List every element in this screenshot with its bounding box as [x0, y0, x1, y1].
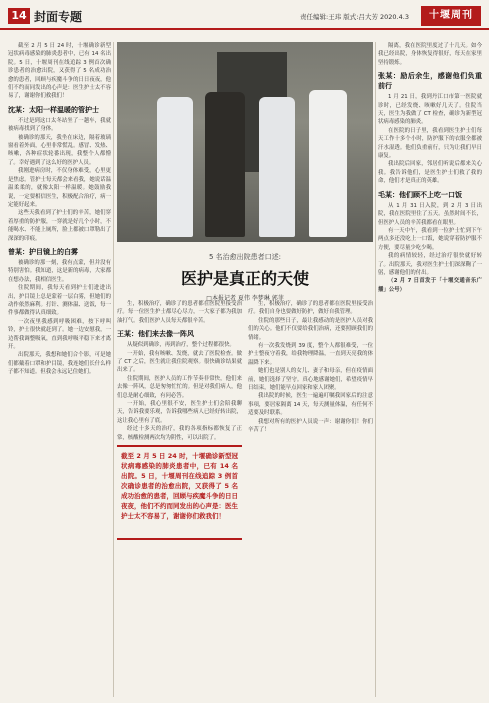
- subhead-zhang: 张某：励后余生，感谢他们负重前行: [378, 72, 482, 91]
- paragraph: 一次夜里我感到呼吸困难，按下呼叫铃，护士很快就赶到了。她一边安慰我，一边帮我调整吸氧，直到我呼吸平稳下来才离开。: [8, 318, 111, 350]
- pull-quote: 截至 2 月 5 日 24 时，十堰确诊新型冠状病毒感染的肺炎患者中，已有 14 名出院。5 日，十堰周刊在线追踪 3 例首次确诊患者的治愈出院，又获得了 5 名成功治愈的患者，回顾与疾魔斗争的日日夜夜，他们不约而同发出的心声是：医生护士太不容易了，谢谢你们救我们！: [117, 445, 242, 540]
- headline: 医护是真正的天使: [180, 269, 309, 288]
- paragraph: 在医院的日子里，我看到医生护士们每天工作十多个小时，防护服下的衣服全都被汗水湿透。他们负重前行，只为让我们早日康复。: [378, 127, 482, 160]
- paragraph: 有一次我发烧到 39 度，整个人都很难受，一位护士整夜守着我，给我物理降温，一直到天亮我的体温降下来。: [248, 343, 373, 366]
- paragraph: 我刚进病房时，不仅身体难受，心里更是焦虑。管护士每天都会来看我，她说话温温柔柔的，就像太阳一样温暖。她鼓励我说，一定要相信医生，积极配合治疗，病一定能好起来。: [8, 168, 111, 208]
- paragraph: 生，积极治疗，确诊了的患者都在医院里接受治疗。我们自身也要做好防护，做好自我管理。: [248, 301, 373, 316]
- paragraph: 一开始，我有咳嗽、发烧，就去了医院检查。做了 CT 之后，医生就让我住院观察。很快确诊结果就出来了。: [117, 350, 242, 374]
- subhead-shen: 沈某：太阳一样温暖的管护士: [8, 105, 99, 114]
- paragraph: 住院的那些日子，最让我感动的是医护人员对我们的关心。他们不仅要给我们治病，还要照顾我们的情绪。: [248, 317, 373, 341]
- paragraph: 不过是到这口太冬站坐了一趟车，我就被病毒找到了身体。: [8, 117, 111, 133]
- subhead-mao: 毛某：他们顾不上吃一口饭: [378, 190, 462, 199]
- article-title-block: [117, 250, 373, 302]
- paragraph: 住院期间，医护人员的工作节奏非常快，他们来去像一阵风，总是匆匆忙忙的。但是对我们病人，他们总是耐心细致，有问必答。: [117, 375, 242, 399]
- paragraph: 这些天我看到了护士们的辛苦，她们穿着厚重的防护服，一穿就是好几个小时，不能喝水、不能上厕所，脸上都被口罩勒出了深深的印痕。: [8, 210, 111, 242]
- news-photo: [117, 42, 373, 242]
- paragraph: 被确诊的那天，我坐在床边，隔着玻璃窗看着外面，心里非常慌乱。感冒、发热、咳嗽，各种症状轮番出现，我整个人都懵了。幸好遇到了这么好的医护人员。: [8, 134, 111, 166]
- paragraph: 出院那天，我想和她们合个影，可是她们都戴着口罩和护目镜，我连她们长什么样子都不知道。但我会永远记住她们。: [8, 352, 111, 376]
- intro-paragraph: 截至 2 月 5 日 24 时，十堰确诊新型冠状病毒感染的肺炎患者中，已有 14 名出院。5 日，十堰周刊在线追踪 3 例首次确诊患者的治愈出院，又获得了 5 名成功治愈的患者，回顾与疾魔斗争的日日夜夜，他们不约而同发出的心声是：医生护士太不容易了，谢谢你们救我们！: [8, 43, 111, 100]
- paragraph: 我想对所有的医护人员说一声：谢谢你们！你们辛苦了！: [248, 418, 373, 434]
- paragraph: 她们也是别人的女儿、妻子和母亲，但在疫情面前，她们选择了坚守。真心地感谢她们，希望疫情早日结束，她们能早点回家和家人团聚。: [248, 368, 373, 392]
- paragraph: 1 月 21 日，我到丹江口市第一医院就诊时，已经发烧、咳嗽好几天了。住院当天，医生为我做了 CT 检查，确诊为新型冠状病毒感染的肺炎。: [378, 94, 482, 126]
- paragraph: 我出院后回家，邻居们听说后都来关心我。我告诉他们，是医生护士们救了我的命，他们才是真正的英雄。: [378, 161, 482, 185]
- editor-meta: 责任编辑:王玮 版式:吕大芳 2020.4.3: [300, 13, 409, 21]
- page-number: 14: [8, 8, 30, 24]
- paragraph: 经过十多天的治疗，我的各项指标都恢复了正常，核酸检测两次均为阴性，可以出院了。: [117, 426, 242, 441]
- paragraph: 我出院的时候，医生一遍遍叮嘱我回家后的注意事项，要居家隔离 14 天，每天测量体温，有任何不适要及时联系。: [248, 393, 373, 417]
- column-divider: [375, 42, 376, 697]
- photo-person-patient: [205, 92, 245, 237]
- masthead-logo: 十堰周刊: [421, 6, 481, 26]
- kicker: 5 名治愈出院患者口述:: [208, 253, 282, 261]
- paragraph: 生，积极治疗，确诊了的患者都在医院里接受治疗。每一位医生护士都尽心尽力，一大家子都为我加油打气。我们医护人员每天都很辛苦。: [117, 301, 242, 324]
- photo-person-nurse-right: [259, 97, 295, 237]
- paragraph: 有一天中午，我看到一位护士忙到下午两点多还没吃上一口饭，她说穿着防护服不方便，要尽量少吃少喝。: [378, 227, 482, 251]
- byline: □本报记者 夏伟 李梦琳 郭菲: [206, 295, 284, 302]
- paragraph: 隔离，我在医院里度过了十几天。如今我已经出院，身体恢复得很好，每天在家里坚持锻炼。: [378, 43, 482, 66]
- photo-person-nurse-left: [157, 97, 193, 237]
- section-title: 封面专题: [34, 10, 83, 24]
- article-column-1: [8, 42, 111, 697]
- source-note: （2 月 7 日首发于「十堰交通音乐广播」公号）: [378, 278, 482, 293]
- subhead-zeng: 曾某：护目镜上的白雾: [8, 247, 78, 256]
- paragraph: 住院期间，我每天看到护士们进进出出，护目镜上总是蒙着一层白雾，但她们的动作依然麻利。打针、测体温、送饭，每一件事都做得认真细致。: [8, 285, 111, 317]
- subhead-wang: 王某：他们来去像一阵风: [117, 330, 194, 339]
- article-column-4: [378, 42, 482, 697]
- paragraph: 从 1 月 31 日入院，到 2 月 3 日出院，我在医院里住了五天。虽然时间不长，但医护人员的辛苦我都看在眼里。: [378, 202, 482, 226]
- photo-person-doctor: [309, 90, 347, 237]
- page-header: [0, 0, 489, 30]
- column-divider: [113, 42, 114, 697]
- paragraph: 一开始，我心里很不安，医生护士们会陪我聊天，告诉我要乐观，告诉我哪些病人已经好转出院，这让我心里有了底。: [117, 401, 242, 424]
- article-column-3: [248, 300, 373, 697]
- paragraph: 我的病情较轻，经过治疗很快就好转了。出院那天，我对医生护士们深深鞠了一躬，感谢他们的付出。: [378, 253, 482, 276]
- paragraph: 从疑似到确诊，再到治疗，整个过程都很快。: [127, 342, 235, 349]
- paragraph: 被确诊的那一刻，我有点蒙，但并没有特别害怕。我知道，这是新的病毒，大家都在想办法，我相信医生。: [8, 259, 111, 283]
